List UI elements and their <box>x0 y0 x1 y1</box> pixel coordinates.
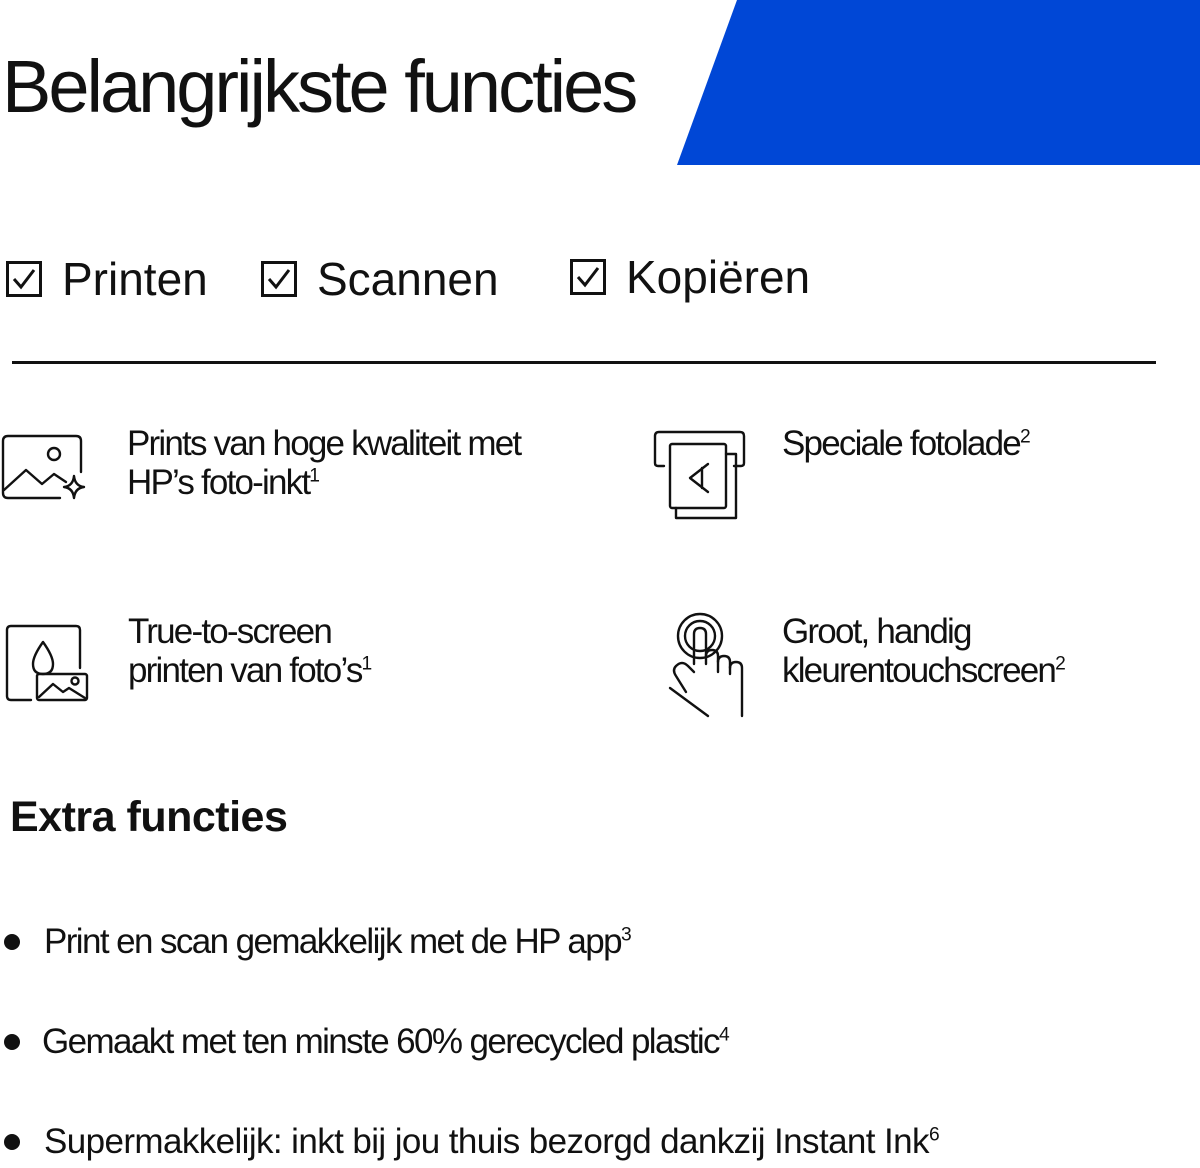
capability-scannen <box>261 253 499 305</box>
feature-line: Prints van hoge kwaliteit met <box>127 424 521 463</box>
section-heading: Extra functies <box>10 793 288 841</box>
capability-label: Kopiëren <box>626 251 811 303</box>
photo-tray-icon <box>652 428 748 524</box>
section-divider <box>12 361 1156 364</box>
feature-line: True-to-screen <box>128 612 332 651</box>
feature-line: Groot, handig <box>782 612 971 651</box>
feature-text <box>127 424 520 502</box>
list-item-label: Supermakkelijk: inkt bij jou thuis bezorgd dankzij Instant Ink <box>44 1122 929 1161</box>
list-item-text <box>44 1118 940 1166</box>
checkbox-checked-icon <box>570 259 606 295</box>
footnote-mark: 1 <box>309 465 321 487</box>
bullet-dot <box>4 1034 20 1050</box>
feature-line: printen van foto’s <box>128 651 362 690</box>
capability-label: Scannen <box>317 253 499 305</box>
page-title: Belangrijkste functies <box>2 45 636 128</box>
footnote-mark: 1 <box>361 653 373 675</box>
bullet-dot <box>4 1134 20 1150</box>
list-item-label: Gemaakt met ten minste 60% gerecycled plastic <box>42 1022 719 1061</box>
capability-printen <box>6 253 208 305</box>
feature-text <box>782 424 1031 463</box>
ink-drop-photo-icon <box>3 622 91 704</box>
capability-kopieren <box>570 251 811 303</box>
feature-line: kleurentouchscreen <box>782 651 1056 690</box>
list-item <box>0 918 1180 968</box>
list-item <box>0 1018 1180 1068</box>
list-item <box>0 1118 1180 1168</box>
list-item-text <box>42 1018 730 1066</box>
footnote-mark: 4 <box>718 1024 730 1046</box>
footnote-mark: 3 <box>621 924 632 946</box>
checkbox-checked-icon <box>261 261 297 297</box>
list-item-text <box>44 918 632 966</box>
checkbox-checked-icon <box>6 261 42 297</box>
footnote-mark: 2 <box>1055 653 1066 675</box>
capability-label: Printen <box>62 253 208 305</box>
bullet-dot <box>4 934 20 950</box>
photo-sparkle-icon <box>0 432 96 512</box>
feature-line: HP’s foto-inkt <box>127 463 310 502</box>
feature-text <box>782 612 1066 690</box>
feature-text <box>128 612 372 690</box>
footnote-mark: 6 <box>928 1124 940 1146</box>
footnote-mark: 2 <box>1019 426 1031 448</box>
list-item-label: Print en scan gemakkelijk met de HP app <box>44 922 621 961</box>
feature-line: Speciale fotolade <box>782 424 1020 463</box>
touchscreen-hand-icon <box>664 612 750 720</box>
